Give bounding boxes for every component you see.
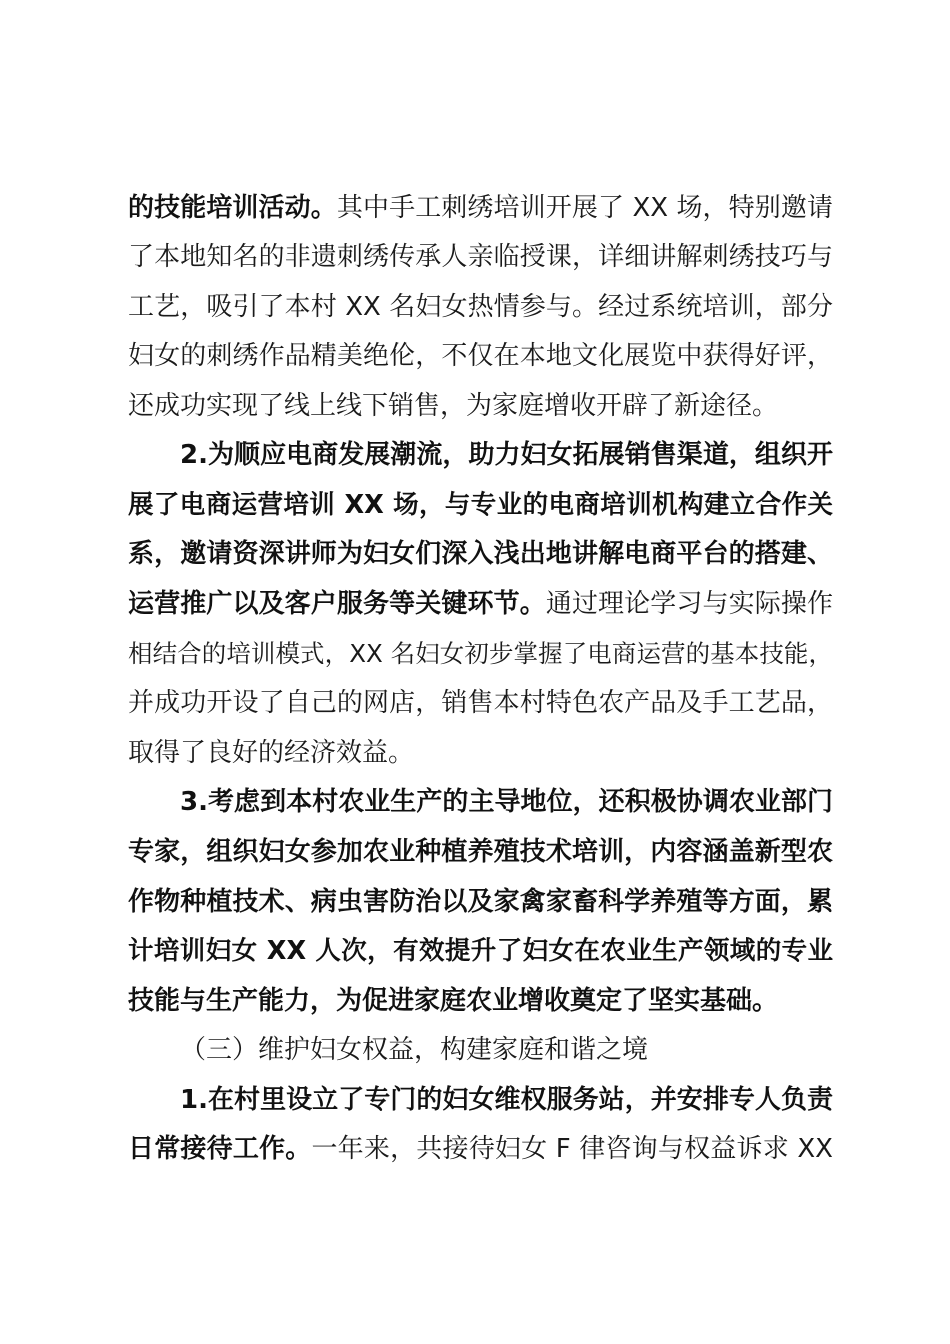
paragraph2-line-1 (180, 429, 833, 481)
paragraph2-line-3 (128, 528, 833, 580)
paragraph3-line-5 (128, 975, 833, 1027)
bold-text: 展了电商运营培训 XX 场，与专业的电商培训机构建立合作关 (128, 490, 833, 520)
section-heading: （三）维护妇女权益，构建家庭和谐之境 (180, 1035, 649, 1065)
paragraph1-line-3 (128, 281, 833, 333)
regular-text: 工艺，吸引了本村 XX 名妇女热情参与。经过系统培训，部分 (128, 292, 833, 322)
paragraph1-line-1 (128, 182, 833, 234)
paragraph2-line-2 (128, 479, 833, 531)
paragraph2-line-4 (128, 578, 833, 630)
paragraph1-line-2 (128, 231, 833, 283)
regular-text: 一年来，共接待妇女 F 律咨询与权益诉求 XX (311, 1134, 833, 1164)
regular-text: 并成功开设了自己的网店，销售本村特色农产品及手工艺品， (128, 688, 833, 718)
bold-text: 2.为顺应电商发展潮流，助力妇女拓展销售渠道，组织开 (180, 440, 833, 470)
regular-text: 其中手工刺绣培训开展了 XX 场，特别邀请 (336, 193, 833, 223)
paragraph2-line-5 (128, 628, 833, 680)
paragraph4-line-2 (128, 1123, 833, 1175)
bold-text: 技能与生产能力，为促进家庭农业增收奠定了坚实基础。 (128, 986, 779, 1016)
paragraph1-line-5 (128, 380, 833, 432)
paragraph3-line-1 (180, 776, 833, 828)
bold-text: 运营推广以及客户服务等关键环节。 (128, 589, 546, 619)
bold-text: 作物种植技术、病虫害防治以及家禽家畜科学养殖等方面，累 (128, 887, 833, 917)
paragraph3-line-4 (128, 925, 833, 977)
bold-text: 系，邀请资深讲师为妇女们深入浅出地讲解电商平台的搭建、 (128, 539, 833, 569)
regular-text: 通过理论学习与实际操作 (545, 589, 833, 619)
bold-text: 日常接待工作。 (128, 1134, 312, 1164)
bold-text: 3.考虑到本村农业生产的主导地位，还积极协调农业部门 (180, 787, 833, 817)
bold-text: 计培训妇女 XX 人次，有效提升了妇女在农业生产领域的专业 (128, 936, 833, 966)
paragraph3-line-2 (128, 826, 833, 878)
regular-text: 相结合的培训模式，XX 名妇女初步掌握了电商运营的基本技能， (128, 639, 833, 668)
regular-text: 还成功实现了线上线下销售，为家庭增收开辟了新途径。 (128, 391, 779, 421)
bold-text: 1.在村里设立了专门的妇女维权服务站，并安排专人负责 (180, 1085, 833, 1115)
regular-text: 取得了良好的经济效益。 (128, 738, 415, 768)
bold-text: 的技能培训活动。 (128, 193, 337, 223)
paragraph4-line-1 (180, 1074, 833, 1126)
paragraph2-line-7 (128, 727, 833, 779)
paragraph3-line-3 (128, 876, 833, 928)
paragraph1-line-4 (128, 330, 833, 382)
regular-text: 妇女的刺绣作品精美绝伦，不仅在本地文化展览中获得好评， (128, 341, 833, 371)
regular-text: 了本地知名的非遗刺绣传承人亲临授课，详细讲解刺绣技巧与 (128, 242, 833, 272)
paragraph2-line-6 (128, 677, 833, 729)
bold-text: 专家，组织妇女参加农业种植养殖技术培训，内容涵盖新型农 (128, 837, 833, 867)
